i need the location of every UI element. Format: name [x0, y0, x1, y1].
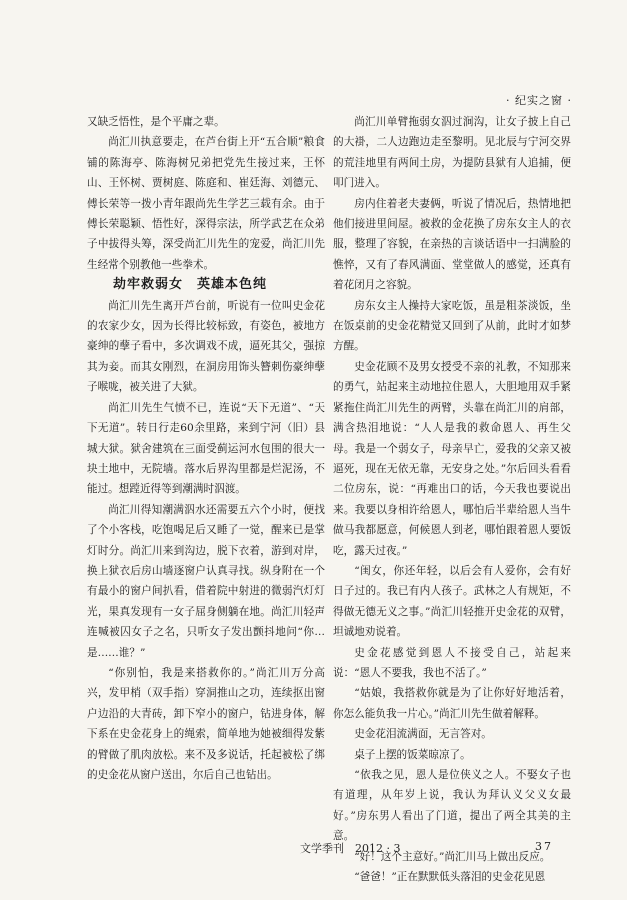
paragraph: “爸爸！”正在默默低头落泪的史金花见恩 [354, 871, 546, 884]
journal-issue: 文学季刊 2012 · 3 [300, 842, 401, 855]
paragraph: 尚汇川单臂拖弱女泅过涧沟，让女子披上自己的大褂，二人边跑边走至黎明。见北辰与宁河交界的荒洼地里有两间土房，为提防县狱有人追捕，便叩门进入。 [333, 116, 571, 190]
paragraph: 史金花感觉到恩人不接受自己，站起来说：“恩人不要我，我也不活了。” [333, 646, 571, 679]
paragraph: “好！这个主意好。”尚汇川马上做出反应。 [354, 850, 551, 863]
paragraph: 尚汇川得知潮满泅水还需要五六个小时，便找了个小客栈，吃饱喝足后又睡了一觉，醒来已是掌灯时分。尚汇川来到沟边，脱下衣着，游到对岸，换上狱衣后房山墙逐窗户认真寻找。纵身附在一个有最小的窗户间扒看，借着院中射进的微弱汽灯灯光，果真发现有一女子屈身侧躺在地。尚汇川轻声连喊被囚女子之名，只听女子发出颤抖地问“你…是……谁？” [87, 503, 325, 659]
paragraph: 史金花顾不及男女授受不亲的礼教，不知那来的勇气，站起来主动地拉住恩人，大胆地用双手紧紧拖住尚汇川先生的两臂，头靠在尚汇川的肩部，满含热泪地说：“人人是我的救命恩人、再生父母。我是一个弱女子，母亲早亡，爱我的父亲又被逼死，现在无依无靠，无安身之处。”尔后回头看看二位房东，说：“再难出口的话，今天我也要说出来。我要以身相许给恩人，哪怕后半辈给恩人当牛做马我都愿意，何候恩人到老，哪怕跟着恩人要饭吃，露天过夜。” [333, 360, 571, 557]
paragraph: “依我之见，恩人是位侠义之人。不娶女子也有道理，从年岁上说，我认为拜认义父义女最好。”房东男人看出了门道，提出了两全其美的主意。 [333, 769, 571, 843]
paragraph: “闺女，你还年轻，以后会有人爱你，会有好日子过的。我已有内人孩子。武林之人有规矩，不得做无德无义之事。”尚汇川轻推开史金花的双臂，坦诚地劝说着。 [333, 564, 571, 639]
paragraph: 又缺乏悟性，是个平庸之辈。 [87, 116, 225, 128]
page-number: 37 [535, 840, 553, 853]
left-column [87, 112, 325, 785]
paragraph: 房内住着老夫妻俩，听说了情况后，热情地把他们接进里间屋。被救的金花换了房东女主人的衣服，整理了容貌，在亲热的言谈话语中一扫满脸的憔悴，又有了春风满面、堂堂做人的感觉，还真有着花闭月之容貌。 [333, 197, 571, 292]
paragraph: 史金花泪流满面，无言答对。 [354, 728, 492, 741]
section-tag: · 纪实之窗 · [506, 94, 572, 107]
paragraph: 桌子上摆的饭菜晾凉了。 [354, 748, 471, 761]
paragraph: 尚汇川先生离开芦台前，听说有一位叫史金花的农家少女，因为长得比较标致，有姿色，被地方豪绅的孽子看中，多次调戏不成，逼死其父，强掠其为妾。而其女刚烈，在洞房用饰头簪刺伤豪绅孽子喉咙，被关进了大狱。 [87, 299, 325, 394]
paragraph: 房东女主人操持大家吃饭，虽是粗茶淡饭，坐在饭桌前的史金花精觉又回到了从前，此时才如梦方醒。 [333, 299, 571, 353]
paragraph: “你别怕，我是来搭救你的。”尚汇川万分高兴，发甲梢（双手指）穿洞推山之功，连续抠出窗户边沿的大青砖，卸下窄小的窗户，钻进身体，解下系在史金花身上的绳索，简单地为她被细得发紫的臂做了肌肉放松。来不及多说话，托起被松了绑的史金花从窗户送出，尔后自己也钻出。 [87, 666, 325, 781]
paragraph: 尚汇川先生气愤不已，连说“天下无道”、“天下无道”。转日行走60余里路，来到宁河（旧）县城大狱。狱舍建筑在三面受蓟运河水包围的很大一块土地中，无院墙。落水后界沟里都是烂泥汤，不能过。想蹚近得等到潮满时泅渡。 [87, 401, 325, 496]
right-column [333, 112, 571, 887]
section-title: 劫牢救弱女 英雄本色纯 [113, 277, 268, 293]
paragraph: 尚汇川执意要走，在芦台街上开“五合顺”粮食铺的陈海亭、陈海树兄弟把党先生接过来，王怀山、王怀树、贾树庭、陈庭和、崔廷海、刘德元、傅长荣等一拨小青年跟尚先生学艺三载有余。由于傅长荣聪颖、悟性好，深得宗法，所学武艺在众弟子中拔得头筹，深受尚汇川先生的宠爱，尚汇川先生经常个别教他一些拳术。 [87, 136, 325, 271]
paragraph: “姑娘，我搭救你就是为了让你好好地活着，你怎么能负我一片心。”尚汇川先生做着解释。 [333, 687, 571, 720]
